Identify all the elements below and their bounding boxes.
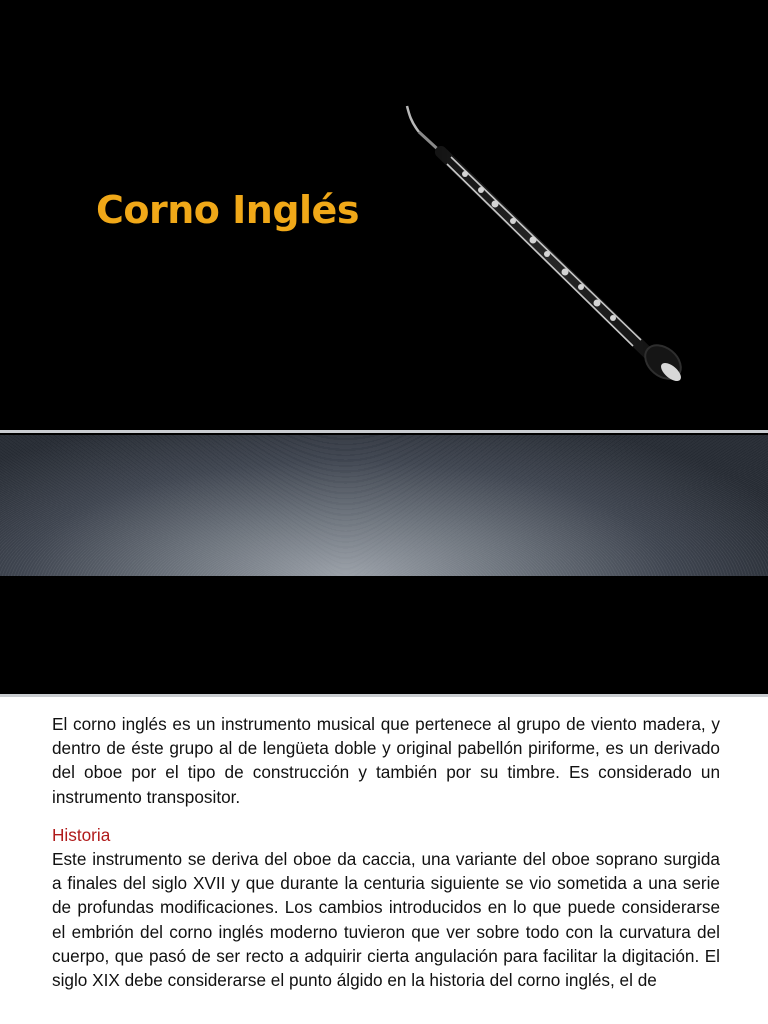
decorative-band: [0, 435, 768, 576]
section-heading-historia: Historia: [52, 824, 111, 845]
intro-paragraph: El corno inglés es un instrumento musical que pertenece al grupo de viento madera, y dentro de éste grupo al de lengüeta doble y original pabellón piriforme, es un derivado del oboe por el tipo de construcción y también por su timbre. Es considerado un instrumento transpositor.: [52, 714, 720, 807]
slide-divider-bottom: [0, 694, 768, 697]
slide-title: Corno Inglés: [96, 188, 359, 232]
slide-divider-top: [0, 430, 768, 433]
history-paragraph: Este instrumento se deriva del oboe da caccia, una variante del oboe soprano surgida a finales del siglo XVII y que durante la centuria siguiente se vio sometida a una serie de profundas modificaciones. Los cambios introducidos en lo que puede considerarse el embrión del corno inglés moderno tuvieron que ver sobre todo con la curvatura del cuerpo, que pasó de ser recto a adquirir cierta angulación para facilitar la digitación. El siglo XIX debe considerarse el punto álgido en la historia del corno inglés, el de: [52, 849, 720, 991]
english-horn-image: [395, 100, 695, 390]
document-body: [52, 712, 720, 992]
